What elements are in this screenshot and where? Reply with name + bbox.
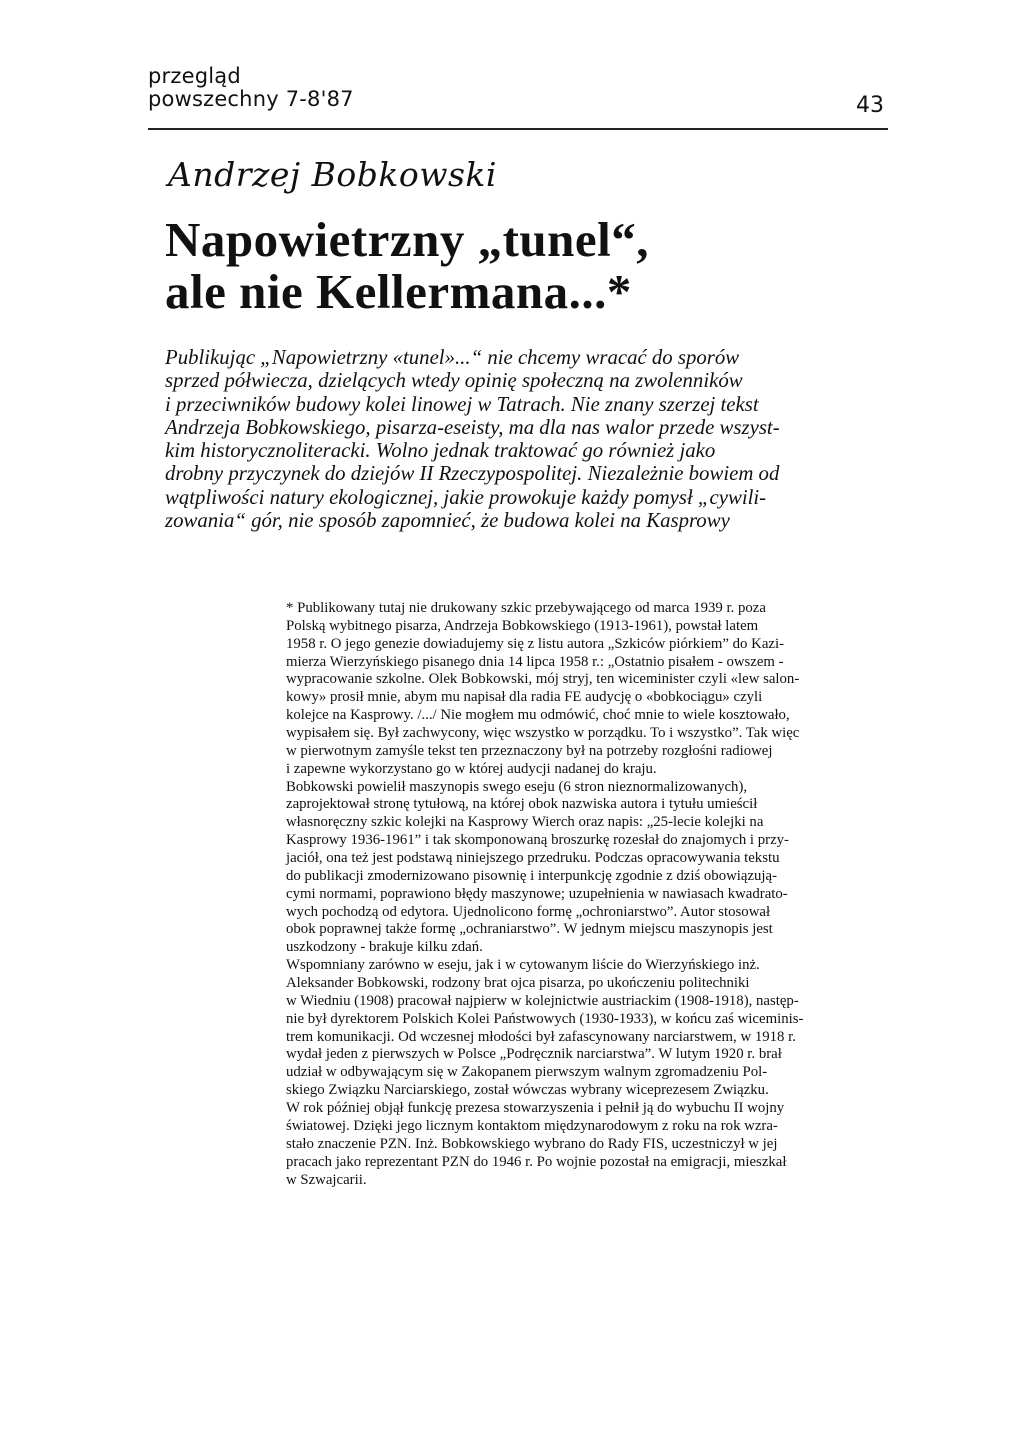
footnote-line: skiego Związku Narciarskiego, został wówczas wybrany wiceprezesem Związku. (286, 1082, 769, 1099)
footnote-line: W rok później objął funkcję prezesa stowarzyszenia i pełnił ją do wybuchu II wojny (286, 1100, 785, 1117)
footnote-line: wypracowanie szkolne. Olek Bobkowski, mój stryj, ten wiceminister czyli «lew salon- (286, 671, 800, 688)
page-header (148, 66, 888, 130)
journal-masthead (148, 66, 354, 110)
editorial-lead (165, 346, 881, 532)
footnote-line: nie był dyrektorem Polskich Kolei Państwowych (1930-1933), w końcu zaś wiceminis- (286, 1010, 804, 1027)
masthead-line-2: powszechny 7-8'87 (148, 87, 354, 111)
footnote-line: wypisałem się. Był zachwycony, więc wszystko w porządku. To i wszystko”. Tak więc (286, 725, 800, 742)
lead-line: Andrzeja Bobkowskiego, pisarza-eseisty, ma dla nas walor przede wszyst- (165, 415, 780, 439)
footnote-line: udział w odbywającym się w Zakopanem pierwszym walnym zgromadzeniu Pol- (286, 1064, 768, 1081)
footnote-line: stało znaczenie PZN. Inż. Bobkowskiego wybrano do Rady FIS, uczestniczył w jej (286, 1135, 778, 1152)
footnote-line: Aleksander Bobkowski, rodzony brat ojca pisarza, po ukończeniu politechniki (286, 975, 750, 992)
title-line: ale nie Kellermana...* (165, 264, 632, 319)
masthead-line-1: przegląd (148, 64, 241, 88)
footnote-line: trem komunikacji. Od wczesnej młodości był zafascynowany narciarstwem, w 1918 r. (286, 1028, 796, 1045)
footnote-line: Kasprowy 1936-1961” i tak skomponowaną broszurkę rozesłał do znajomych i przy- (286, 832, 789, 849)
footnote-line: mierza Wierzyńskiego pisanego dnia 14 lipca 1958 r.: „Ostatnio pisałem - owszem - (286, 653, 784, 670)
footnote-line: kowy» prosił mnie, abym mu napisał dla radia FE audycję o «bobkociągu» czyli (286, 689, 763, 706)
footnote-line: światowej. Dzięki jego licznym kontaktom międzynarodowym z roku na rok wzra- (286, 1117, 778, 1134)
lead-line: drobny przyczynek do dziejów II Rzeczypospolitej. Niezależnie bowiem od (165, 462, 780, 486)
article-author: Andrzej Bobkowski (168, 155, 497, 194)
article-title (165, 214, 649, 318)
footnote-line: 1958 r. O jego genezie dowiadujemy się z listu autora „Szkiców piórkiem” do Kazi- (286, 635, 785, 652)
footnote-line: kolejce na Kasprowy. /.../ Nie mogłem mu odmówić, choć mnie to wiele kosztowało, (286, 707, 790, 724)
footnote-line: i zapewne wykorzystano go w której audycji nadanej do kraju. (286, 760, 657, 777)
footnote-line: pracach jako reprezentant PZN do 1946 r. Po wojnie pozostał na emigracji, mieszkał (286, 1153, 787, 1170)
lead-line: zowania“ gór, nie sposób zapomnieć, że budowa kolei na Kasprowy (165, 509, 730, 533)
footnote-line: w pierwotnym zamyśle tekst ten przeznaczony był na potrzeby rozgłośni radiowej (286, 742, 773, 759)
footnote (286, 600, 884, 1189)
footnote-line: Bobkowski powielił maszynopis swego eseju (6 stron nieznormalizowanych), (286, 778, 748, 795)
footnote-line: własnoręczny szkic kolejki na Kasprowy Wierch oraz napis: „25-lecie kolejki na (286, 814, 764, 831)
footnote-line: uszkodzony - brakuje kilku zdań. (286, 939, 483, 956)
lead-line: kim historycznoliteracki. Wolno jednak traktować go również jako (165, 439, 716, 463)
footnote-line: do publikacji zmodernizowano pisownię i interpunkcję zgodnie z dziś obowiązują- (286, 867, 778, 884)
footnote-line: obok poprawnej także formę „ochraniarstwo”. W jednym miejscu maszynopis jest (286, 921, 773, 938)
lead-line: sprzed półwiecza, dzielących wtedy opinię społeczną na zwolenników (165, 369, 743, 393)
lead-line: i przeciwników budowy kolei linowej w Tatrach. Nie znany szerzej tekst (165, 392, 759, 416)
footnote-line: w Szwajcarii. (286, 1171, 367, 1188)
title-line: Napowietrzny „tunel“, (165, 212, 649, 267)
lead-line: Publikując „Napowietrzny «tunel»...“ nie chcemy wracać do sporów (165, 346, 740, 369)
footnote-line: jaciół, ona też jest podstawą niniejszego przedruku. Podczas opracowywania tekstu (286, 850, 780, 867)
footnote-line: Polską wybitnego pisarza, Andrzeja Bobkowskiego (1913-1961), powstał latem (286, 617, 759, 634)
footnote-line: wydał jeden z pierwszych w Polsce „Podręcznik narciarstwa”. W lutym 1920 r. brał (286, 1046, 782, 1063)
footnote-line: w Wiedniu (1908) pracował najpierw w kolejnictwie austriackim (1908-1918), następ- (286, 992, 799, 1009)
footnote-line: wych pochodzą od edytora. Ujednolicono formę „ochroniarstwo”. Autor stosował (286, 903, 771, 920)
footnote-line: Wspomniany zarówno w eseju, jak i w cytowanym liście do Wierzyńskiego inż. (286, 957, 760, 974)
footnote-line: cymi normami, poprawiono błędy maszynowe; uzupełnienia w nawiasach kwadrato- (286, 885, 788, 902)
footnote-line: * Publikowany tutaj nie drukowany szkic przebywającego od marca 1939 r. poza (286, 600, 766, 616)
footnote-line: zaprojektował stronę tytułową, na której obok nazwiska autora i tytułu umieścił (286, 796, 758, 813)
lead-line: wątpliwości natury ekologicznej, jakie prowokuje każdy pomysł „cywili- (165, 485, 767, 509)
page-number: 43 (856, 93, 884, 118)
